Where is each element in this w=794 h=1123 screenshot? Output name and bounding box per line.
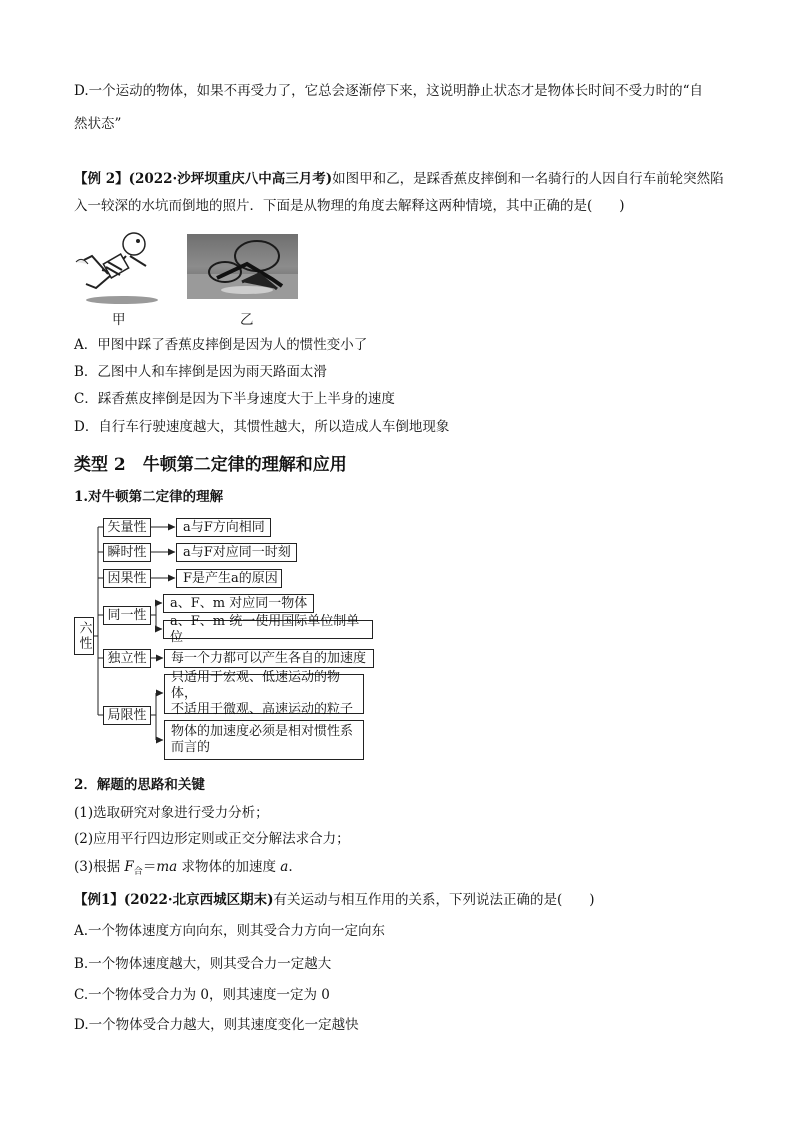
step-3-force: F xyxy=(124,859,134,875)
example2-option-c: C．踩香蕉皮摔倒是因为下半身速度大于上半身的速度 xyxy=(74,391,395,407)
example1-tag: 【例1】 xyxy=(74,892,124,908)
same-desc-1: a、F、m 对应同一物体 xyxy=(163,594,314,613)
step-3-end: . xyxy=(288,859,293,875)
vector-desc: a与F方向相同 xyxy=(176,518,271,537)
step-3-pre: (3)根据 xyxy=(74,859,125,875)
image-label-yi: 乙 xyxy=(240,312,254,328)
example1-option-c: C.一个物体受合力为 0，则其速度一定为 0 xyxy=(74,987,330,1003)
example1-source: (2022·北京西城区期末) xyxy=(123,892,274,908)
step-2: (2)应用平行四边形定则或正交分解法求合力； xyxy=(74,831,350,847)
limited-desc-1-line1: 只适用于宏观、低速运动的物体， xyxy=(171,670,341,701)
prop-independent: 独立性 xyxy=(103,649,151,668)
example2-tag: 【例 2】 xyxy=(74,171,129,187)
example2-text1: 如图甲和乙，是踩香蕉皮摔倒和一名骑行的人因自行车前轮突然陷 xyxy=(332,171,724,187)
example2-source: (2022·沙坪坝重庆八中高三月考) xyxy=(128,171,333,187)
example2-option-b: B．乙图中人和车摔倒是因为雨天路面太滑 xyxy=(74,364,327,380)
instant-desc: a与F对应同一时刻 xyxy=(176,543,297,562)
example1-option-a: A.一个物体速度方向向东，则其受合力方向一定向东 xyxy=(74,923,386,939)
example2-option-a: A．甲图中踩了香蕉皮摔倒是因为人的惯性变小了 xyxy=(74,337,368,353)
step-1: (1)选取研究对象进行受力分析； xyxy=(74,805,269,821)
independent-desc: 每一个力都可以产生各自的加速度 xyxy=(164,649,374,668)
example2-line2: 入一较深的水坑而倒地的照片．下面是从物理的角度去解释这两种情境，其中正确的是( ) xyxy=(74,198,625,214)
prop-limited: 局限性 xyxy=(103,706,151,725)
limited-desc-2-line2: 而言的 xyxy=(171,740,211,755)
step-3-a: a xyxy=(280,859,289,875)
section-sub2: 2．解题的思路和关键 xyxy=(74,777,205,793)
section-sub1: 1.对牛顿第二定律的理解 xyxy=(74,489,224,505)
limited-desc-2-line1: 物体的加速度必须是相对惯性系 xyxy=(171,724,354,739)
step-3-subscript: 合 xyxy=(133,867,143,877)
diagram-root-six-properties xyxy=(74,617,94,655)
example2-option-d: D．自行车行驶速度越大，其惯性越大，所以造成人车倒地现象 xyxy=(74,419,450,435)
example1-option-b: B.一个物体速度越大，则其受合力一定越大 xyxy=(74,956,332,972)
prop-same: 同一性 xyxy=(103,606,151,625)
image-label-jia: 甲 xyxy=(112,312,126,328)
prop-instant: 瞬时性 xyxy=(103,543,151,562)
step-3-equals: ＝ xyxy=(142,859,157,875)
cause-desc: F是产生a的原因 xyxy=(176,569,282,588)
example1-option-d: D.一个物体受合力越大，则其速度变化一定越快 xyxy=(74,1017,359,1033)
step-3 xyxy=(74,858,293,881)
limited-desc-2 xyxy=(164,720,364,760)
limited-desc-1-line2: 不适用于微观、高速运动的粒子 xyxy=(171,702,354,717)
step-3-ma: ma xyxy=(156,859,178,875)
prop-cause: 因果性 xyxy=(103,569,151,588)
example1-line xyxy=(74,891,595,909)
limited-desc-1 xyxy=(164,670,364,717)
step-3-post: 求物体的加速度 xyxy=(177,859,281,875)
prev-option-d-line1: D.一个运动的物体，如果不再受力了，它总会逐渐停下来，这说明静止状态才是物体长时间不受力时的“自 xyxy=(74,83,704,99)
same-desc-2: a、F、m 统一使用国际单位制单位 xyxy=(163,620,373,639)
section-title: 类型 2 牛顿第二定律的理解和应用 xyxy=(74,455,347,475)
prop-vector: 矢量性 xyxy=(103,518,151,537)
diagram-root-label: 六性 xyxy=(76,621,92,651)
example1-text: 有关运动与相互作用的关系，下列说法正确的是( ) xyxy=(273,892,595,908)
prev-option-d-line2: 然状态” xyxy=(74,116,122,132)
